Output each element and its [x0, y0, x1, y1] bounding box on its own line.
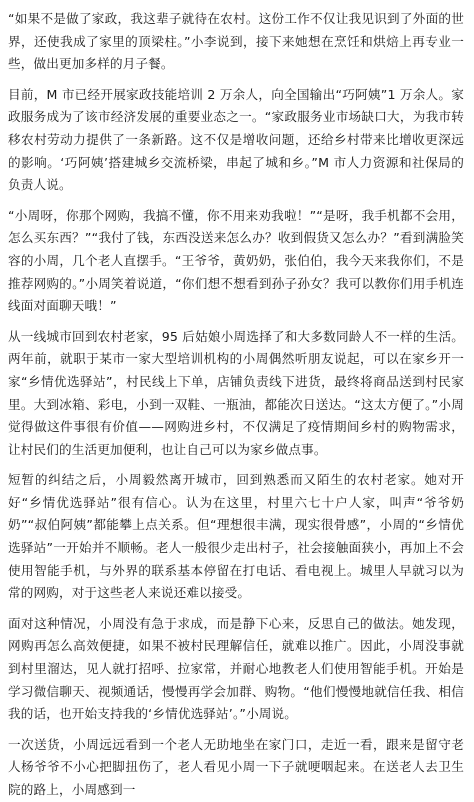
paragraph-4: 从一线城市回到农村老家，95 后姑娘小周选择了和大多数同龄人不一样的生活。两年前，就职于某市一家大型培训机构的小周偶然听朋友说起，可以在家乡开一家“乡情优选驿站”，村民线上下单，店铺负责线下进货，最终将商品送到村民家里。大到冰箱、彩电，小到一双鞋、一瓶油，都能次日送达。“这太方便了。”小周觉得做这件事很有价值——网购进乡村，不仅满足了疫情期间乡村的购物需求，让村民们的生活更加便利，也让自己可以为家乡做点事。: [8, 328, 464, 457]
paragraph-3: “小周呀，你那个网购，我搞不懂，你不用来劝我啦！”“是呀，我手机都不会用，怎么买东西？”“我付了钱，东西没送来怎么办？收到假货又怎么办？”看到满脸笑容的小周，几个老人直摆手。“王爷爷，黄奶奶，张伯伯，我今天来我你们，不是推荐网购的。”小周笑着说道，“你们想不想看到孙子孙女？我可以教你们用手机连线面对面聊天哦！”: [8, 207, 464, 314]
paragraph-5: 短暂的纠结之后，小周毅然离开城市，回到熟悉而又陌生的农村老家。她对开好“乡情优选驿站”很有信心。认为在这里，村里六七十户人家，叫声“爷爷奶奶”“叔伯阿姨”都能攀上点关系。但“理想很丰满，现实很骨感”，小周的“乡情优选驿站”一开始并不顺畅。老人一般很少走出村子，社会接触面狭小，再加上不会使用智能手机，与外界的联系基本停留在打电话、看电视上。城里人早就习以为常的网购，对于这些老人来说还难以接受。: [8, 472, 464, 601]
paragraph-7: 一次送货，小周远远看到一个老人无助地坐在家门口，走近一看，跟来是留守老人杨爷爷不小心把脚扭伤了，老人看见小周一下子就哽咽起来。在送老人去卫生院的路上，小周感到一: [8, 736, 464, 797]
paragraph-2: 目前，M 市已经开展家政技能培训 2 万余人，向全国输出“巧阿姨”1 万余人。家政服务成为了该市经济发展的重要业态之一。“家政服务业市场缺口大，为我市转移农村劳动力提供了一条新路。这不仅是增收问题，还给乡村带来比增收更深远的影响。‘巧阿姨’搭建城乡交流桥梁，串起了城和乡。”M 市人力资源和社保局的负责人说。: [8, 86, 464, 193]
paragraph-6: 面对这种情况，小周没有急于求成，而是静下心来，反思自己的做法。她发现，网购再怎么高效便捷，如果不被村民理解信任，就难以推广。因此，小周没事就到村里溜达，见人就打招呼、拉家常，并耐心地教老人们使用智能手机。开始是学习微信聊天、视频通话，慢慢再学会加群、购物。“他们慢慢地就信任我、相信我的话，也开始支持我的‘乡情优选驿站’。”小周说。: [8, 615, 464, 722]
paragraph-1: “如果不是做了家政，我这辈子就待在农村。这份工作不仅让我见识到了外面的世界，还使我成了家里的顶梁柱。”小李说到，接下来她想在烹饪和烘焙上再专业一些，做出更加多样的月子餐。: [8, 11, 464, 72]
